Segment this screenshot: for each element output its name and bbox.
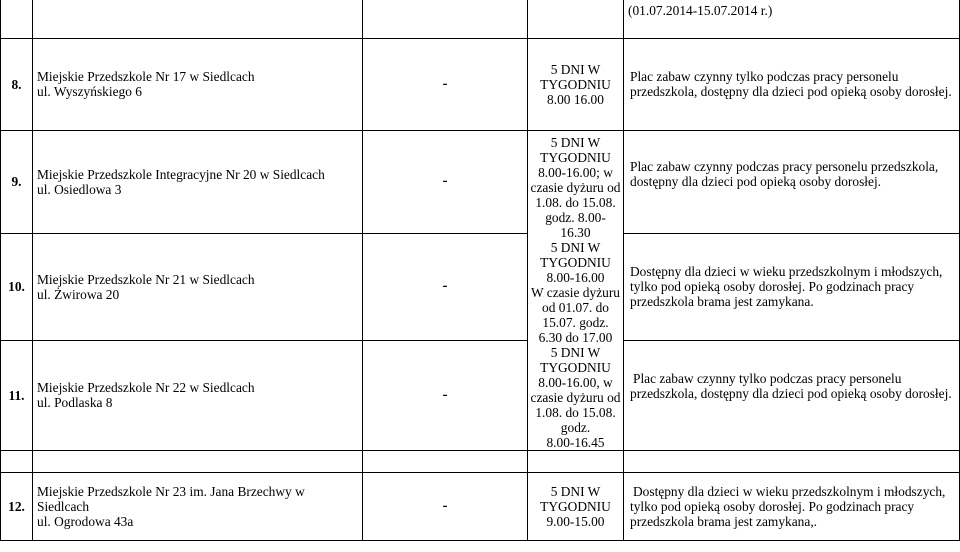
table-row xyxy=(1,38,960,130)
kindergarten-name-address: Miejskie Przedszkole Nr 22 w Siedlcach ul. Podlaska 8 xyxy=(33,340,363,450)
row-number: 10. xyxy=(1,234,33,341)
period-note: (01.07.2014-15.07.2014 r.) xyxy=(624,0,960,38)
table-row xyxy=(1,472,960,540)
table-row xyxy=(1,130,960,234)
opening-hours: 5 DNI W TYGODNIU 9.00-15.00 xyxy=(528,472,624,540)
dash-cell: - xyxy=(363,234,528,341)
opening-hours: 5 DNI W TYGODNIU 8.00 16.00 xyxy=(528,38,624,130)
dash-cell: - xyxy=(363,472,528,540)
kindergarten-name-address: Miejskie Przedszkole Nr 23 im. Jana Brzechwy w Siedlcach ul. Ogrodowa 43a xyxy=(33,472,363,540)
playground-note: Plac zabaw czynny tylko podczas pracy personelu przedszkola, dostępny dla dzieci pod opieką osoby dorosłej. xyxy=(624,38,960,130)
playground-note: Dostępny dla dzieci w wieku przedszkolnym i młodszych, tylko pod opieką osoby dorosłej. Po godzinach pracy przedszkola brama jest zamykana. xyxy=(624,234,960,341)
dash-cell: - xyxy=(363,130,528,234)
dash-cell: - xyxy=(363,340,528,450)
row-number: 12. xyxy=(1,472,33,540)
kindergarten-name-address: Miejskie Przedszkole Nr 21 w Siedlcach ul. Żwirowa 20 xyxy=(33,234,363,341)
row-number: 9. xyxy=(1,130,33,234)
playground-note: Plac zabaw czynny tylko podczas pracy personelu przedszkola, dostępny dla dzieci pod opieką osoby dorosłej. xyxy=(624,340,960,450)
table-row xyxy=(1,450,960,472)
row-number: 8. xyxy=(1,38,33,130)
table-row xyxy=(1,340,960,450)
playground-note: Dostępny dla dzieci w wieku przedszkolnym i młodszych, tylko pod opieką osoby dorosłej. Po godzinach pracy przedszkola brama jest zamykana,. xyxy=(624,472,960,540)
dash-cell: - xyxy=(363,38,528,130)
playground-note: Plac zabaw czynny podczas pracy personelu przedszkola, dostępny dla dzieci pod opieką osoby dorosłej. xyxy=(624,130,960,234)
row-number: 11. xyxy=(1,340,33,450)
kindergarten-name-address: Miejskie Przedszkole Integracyjne Nr 20 w Siedlcach ul. Osiedlowa 3 xyxy=(33,130,363,234)
opening-hours-merged: 5 DNI W TYGODNIU 8.00-16.00; w czasie dyżuru od 1.08. do 15.08. godz. 8.00- 16.30 5 DNI W TYGODNIU 8.00-16.00 W czasie dyżuru od 01.07. do 15.07. godz. 6.30 do 17.00 5 DNI W TYGODNIU 8.00-16.00, w czasie dyżuru od 1.08. do 15.08. godz. 8.00-16.45 xyxy=(528,130,624,450)
kindergarten-name-address: Miejskie Przedszkole Nr 17 w Siedlcach ul. Wyszyńskiego 6 xyxy=(33,38,363,130)
table-row xyxy=(1,0,960,38)
row-number xyxy=(1,0,33,38)
table-row xyxy=(1,234,960,341)
